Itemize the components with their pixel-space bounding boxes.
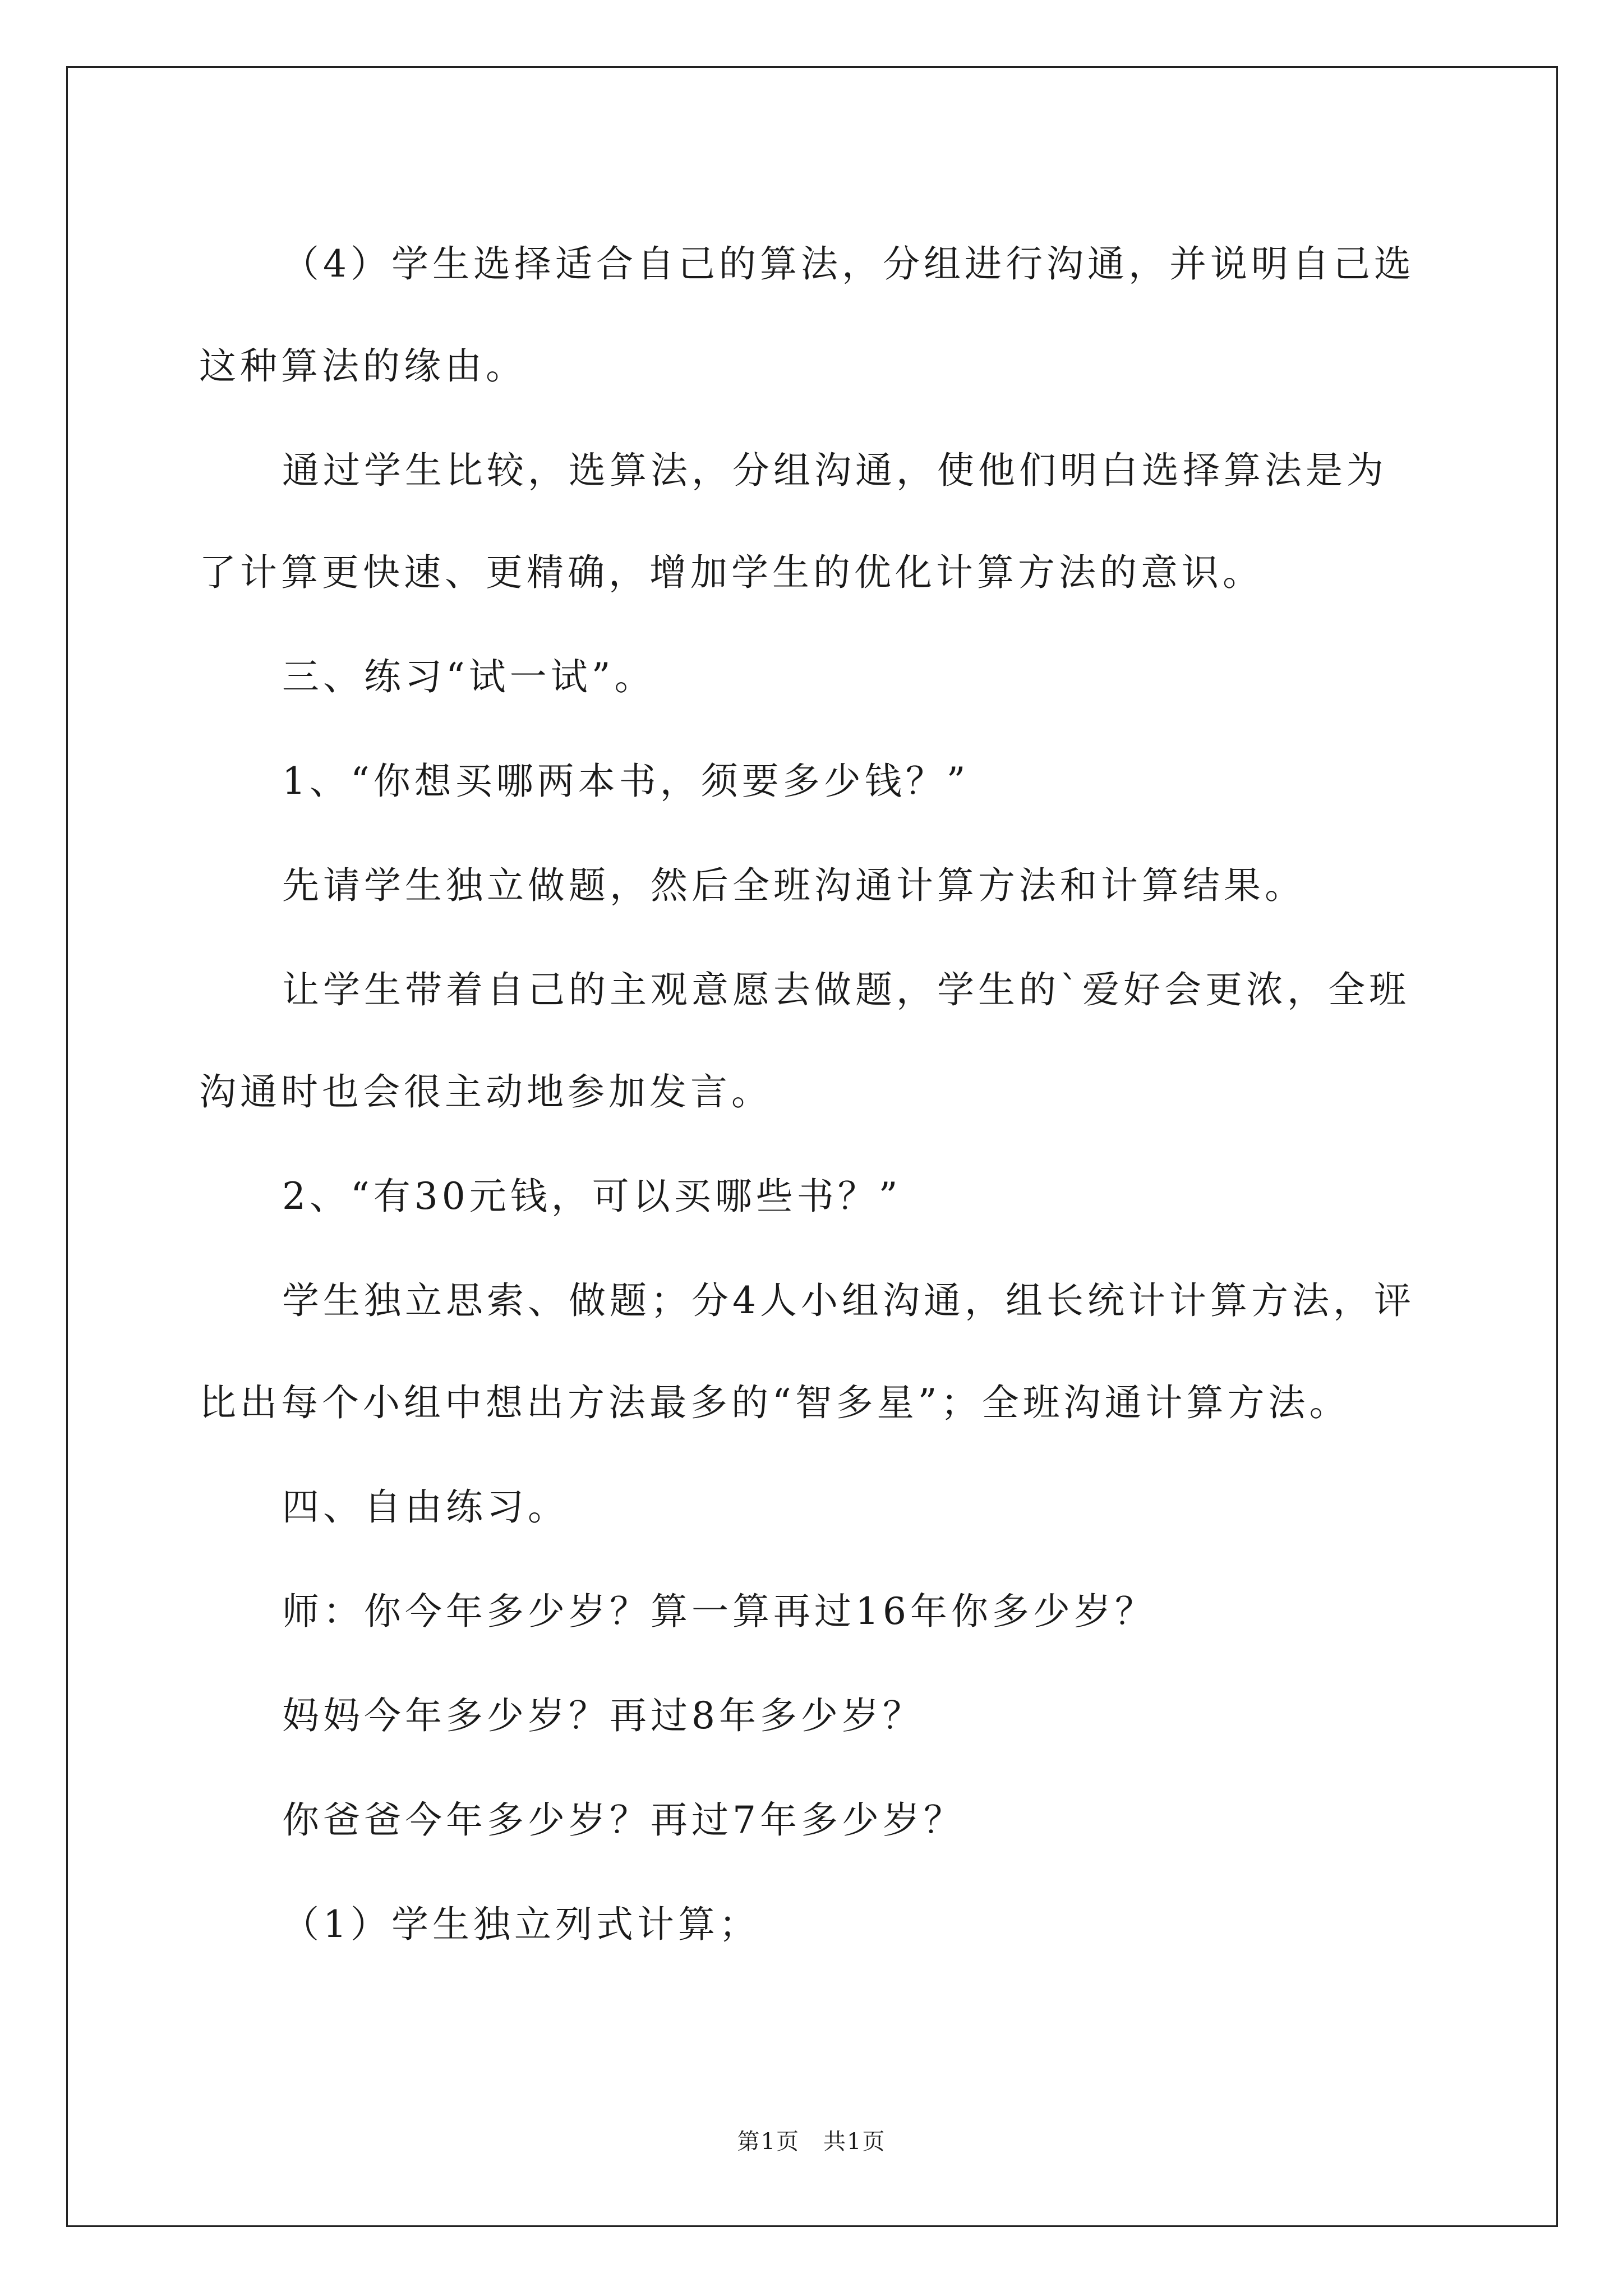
paragraph-2: 通过学生比较，选算法，分组沟通，使他们明白选择算法是为了计算更快速、更精确，增加学生的优化计算方法的意识。	[199, 449, 1387, 594]
paragraph-6: 让学生带着自己的主观意愿去做题，学生的`爱好会更浓，全班沟通时也会很主动地参加发言。	[199, 968, 1410, 1114]
paragraph-10: 师：你今年多少岁？算一算再过16年你多少岁？	[282, 1590, 1156, 1633]
paragraph-1: （4）学生选择适合自己的算法，分组进行沟通，并说明自己选这种算法的缘由。	[199, 242, 1415, 388]
paragraph-5: 先请学生独立做题，然后全班沟通计算方法和计算结果。	[282, 864, 1306, 907]
paragraph-7: 2、“有30元钱，可以买哪些书？”	[282, 1175, 902, 1218]
paragraph-4: 1、“你想买哪两本书，须要多少钱？”	[282, 760, 970, 803]
page-footer: 第1页 共1页	[737, 2129, 886, 2155]
paragraph-12: 你爸爸今年多少岁？再过7年多少岁？	[282, 1798, 965, 1842]
paragraph-8: 学生独立思索、做题；分4人小组沟通，组长统计计算方法，评比出每个小组中想出方法最多的“智多星”；全班沟通计算方法。	[199, 1279, 1415, 1424]
paragraph-3: 三、练习“试一试”。	[282, 655, 656, 698]
paragraph-9: 四、自由练习。	[282, 1485, 569, 1529]
paragraph-11: 妈妈今年多少岁？再过8年多少岁？	[282, 1694, 924, 1737]
paragraph-13: （1）学生独立列式计算；	[282, 1903, 760, 1946]
document-body	[199, 213, 1427, 1978]
